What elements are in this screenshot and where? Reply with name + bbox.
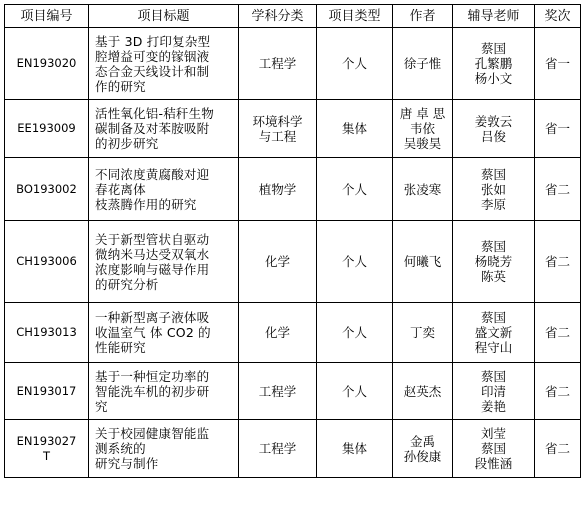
cell-line: 究	[95, 398, 108, 414]
cell-line: EN193017	[16, 383, 77, 398]
author-cell	[393, 303, 453, 363]
cell-line: 徐子惟	[403, 56, 442, 71]
cell-line: T	[42, 448, 51, 463]
table-row	[5, 303, 581, 363]
cell-line: 赵英杰	[403, 383, 442, 399]
cell-line: 程守山	[474, 340, 513, 355]
table-row	[5, 420, 581, 478]
project-type-cell: 集体	[317, 100, 393, 158]
cell-line: CH193006	[16, 254, 77, 268]
advisor-cell	[453, 28, 535, 100]
table-row	[5, 221, 581, 303]
cell-line: 工程学	[258, 441, 297, 456]
cell-line: 枝蒸腾作用的研究	[95, 196, 197, 212]
cell-line: 张凌寒	[403, 181, 442, 197]
award-cell: 省一	[535, 28, 581, 100]
cell-line: 姜敦云	[474, 113, 513, 129]
project-title-cell	[89, 363, 239, 420]
cell-line: 何曦飞	[403, 254, 442, 269]
cell-line: 工程学	[258, 383, 297, 399]
project-type-cell: 个人	[317, 303, 393, 363]
advisor-cell	[453, 158, 535, 221]
cell-line: 蔡国	[480, 310, 506, 325]
table-row	[5, 28, 581, 100]
subject-cell	[239, 303, 317, 363]
project-title-cell	[89, 221, 239, 303]
cell-line: 与工程	[258, 128, 297, 144]
cell-line: CH193013	[16, 325, 77, 339]
cell-line: 蔡国	[480, 441, 506, 456]
author-cell	[393, 363, 453, 420]
project-type-cell: 个人	[317, 363, 393, 420]
cell-line: 印清	[480, 383, 506, 399]
cell-line: 微纳米马达受双氧水	[95, 246, 210, 262]
cell-line: 基于 3D 打印复杂型	[95, 33, 211, 49]
project-code-cell	[5, 158, 89, 221]
cell-line: 孔繁鹏	[474, 56, 513, 71]
cell-line: 环境科学	[252, 113, 303, 129]
header-row	[5, 5, 581, 28]
header-author: 作者	[393, 5, 453, 28]
cell-line: EE193009	[17, 121, 76, 135]
author-cell	[393, 221, 453, 303]
header-project-title: 项目标题	[89, 5, 239, 28]
cell-line: 智能洗车机的初步研	[95, 383, 210, 399]
cell-line: 蔡国	[480, 166, 506, 182]
project-title-cell	[89, 420, 239, 478]
cell-line: 活性氧化铝-秸秆生物	[95, 106, 215, 121]
project-title-cell	[89, 100, 239, 158]
cell-line: 吴骏昊	[403, 136, 442, 151]
project-code-cell	[5, 303, 89, 363]
advisor-cell	[453, 221, 535, 303]
cell-line: 植物学	[258, 181, 297, 197]
award-cell: 省一	[535, 100, 581, 158]
cell-line: 刘莹	[480, 426, 506, 441]
subject-cell	[239, 363, 317, 420]
subject-cell	[239, 420, 317, 478]
project-code-cell	[5, 28, 89, 100]
subject-cell	[239, 221, 317, 303]
cell-line: 的研究分析	[95, 276, 159, 292]
cell-line: 研究与制作	[95, 456, 159, 471]
cell-line: 孙俊康	[403, 448, 442, 464]
table-row	[5, 100, 581, 158]
cell-line: 蔡国	[480, 368, 506, 384]
project-code-cell	[5, 221, 89, 303]
cell-line: 吕俊	[480, 128, 506, 144]
subject-cell	[239, 158, 317, 221]
project-title-cell	[89, 28, 239, 100]
author-cell	[393, 420, 453, 478]
cell-line: 姜艳	[480, 398, 506, 414]
table-row	[5, 158, 581, 221]
cell-line: 化学	[264, 254, 290, 269]
cell-line: 段惟涵	[474, 456, 513, 471]
advisor-cell	[453, 303, 535, 363]
cell-line: 一种新型离子液体吸	[95, 310, 210, 325]
project-code-cell	[5, 420, 89, 478]
project-type-cell: 集体	[317, 420, 393, 478]
cell-line: 关于校园健康智能监	[95, 426, 210, 441]
award-cell: 省二	[535, 158, 581, 221]
author-cell	[393, 100, 453, 158]
advisor-cell	[453, 363, 535, 420]
cell-line: EN193020	[16, 56, 77, 70]
cell-line: 基于一种恒定功率的	[95, 368, 210, 384]
advisor-cell	[453, 420, 535, 478]
project-type-cell: 个人	[317, 221, 393, 303]
cell-line: 李原	[480, 196, 506, 212]
cell-line: 陈英	[480, 269, 506, 284]
header-project-code: 项目编号	[5, 5, 89, 28]
project-code-cell	[5, 363, 89, 420]
cell-line: 唐 卓 思	[399, 106, 446, 121]
award-cell: 省二	[535, 420, 581, 478]
author-cell	[393, 158, 453, 221]
project-type-cell: 个人	[317, 28, 393, 100]
award-cell: 省二	[535, 221, 581, 303]
cell-line: 浓度影响与磁导作用	[95, 261, 210, 277]
project-type-cell: 个人	[317, 158, 393, 221]
awards-table	[4, 4, 581, 478]
project-title-cell	[89, 158, 239, 221]
advisor-cell	[453, 100, 535, 158]
cell-line: 收温室气 体 CO2 的	[95, 325, 211, 340]
header-project-type: 项目类型	[317, 5, 393, 28]
award-cell: 省二	[535, 363, 581, 420]
cell-line: 关于新型管状自驱动	[95, 231, 210, 247]
cell-line: 态合金天线设计和制	[95, 63, 210, 79]
subject-cell	[239, 28, 317, 100]
award-cell: 省二	[535, 303, 581, 363]
header-award: 奖次	[535, 5, 581, 28]
cell-line: 金禹	[409, 433, 435, 449]
cell-line: 的初步研究	[95, 136, 159, 151]
cell-line: 不同浓度黄腐酸对迎	[95, 166, 210, 182]
subject-cell	[239, 100, 317, 158]
cell-line: 春花离体	[95, 181, 146, 197]
cell-line: 张如	[480, 181, 506, 197]
cell-line: 测系统的	[95, 441, 146, 456]
table-row	[5, 363, 581, 420]
cell-line: 丁奕	[409, 325, 435, 340]
project-code-cell	[5, 100, 89, 158]
cell-line: EN193027	[16, 433, 77, 448]
cell-line: 杨小文	[474, 71, 513, 86]
cell-line: 腔增益可变的镓铟液	[95, 48, 210, 64]
author-cell	[393, 28, 453, 100]
cell-line: 碳制备及对苯胺吸附	[95, 121, 210, 136]
cell-line: BO193002	[16, 181, 77, 196]
project-title-cell	[89, 303, 239, 363]
cell-line: 盛文新	[474, 325, 513, 340]
cell-line: 蔡国	[480, 41, 506, 56]
header-advisor: 辅导老师	[453, 5, 535, 28]
cell-line: 作的研究	[95, 78, 146, 94]
cell-line: 蔡国	[480, 239, 506, 254]
cell-line: 性能研究	[95, 340, 146, 355]
cell-line: 韦依	[409, 121, 435, 136]
cell-line: 工程学	[258, 56, 297, 71]
header-subject: 学科分类	[239, 5, 317, 28]
cell-line: 杨晓芳	[474, 254, 513, 269]
cell-line: 化学	[264, 325, 290, 340]
